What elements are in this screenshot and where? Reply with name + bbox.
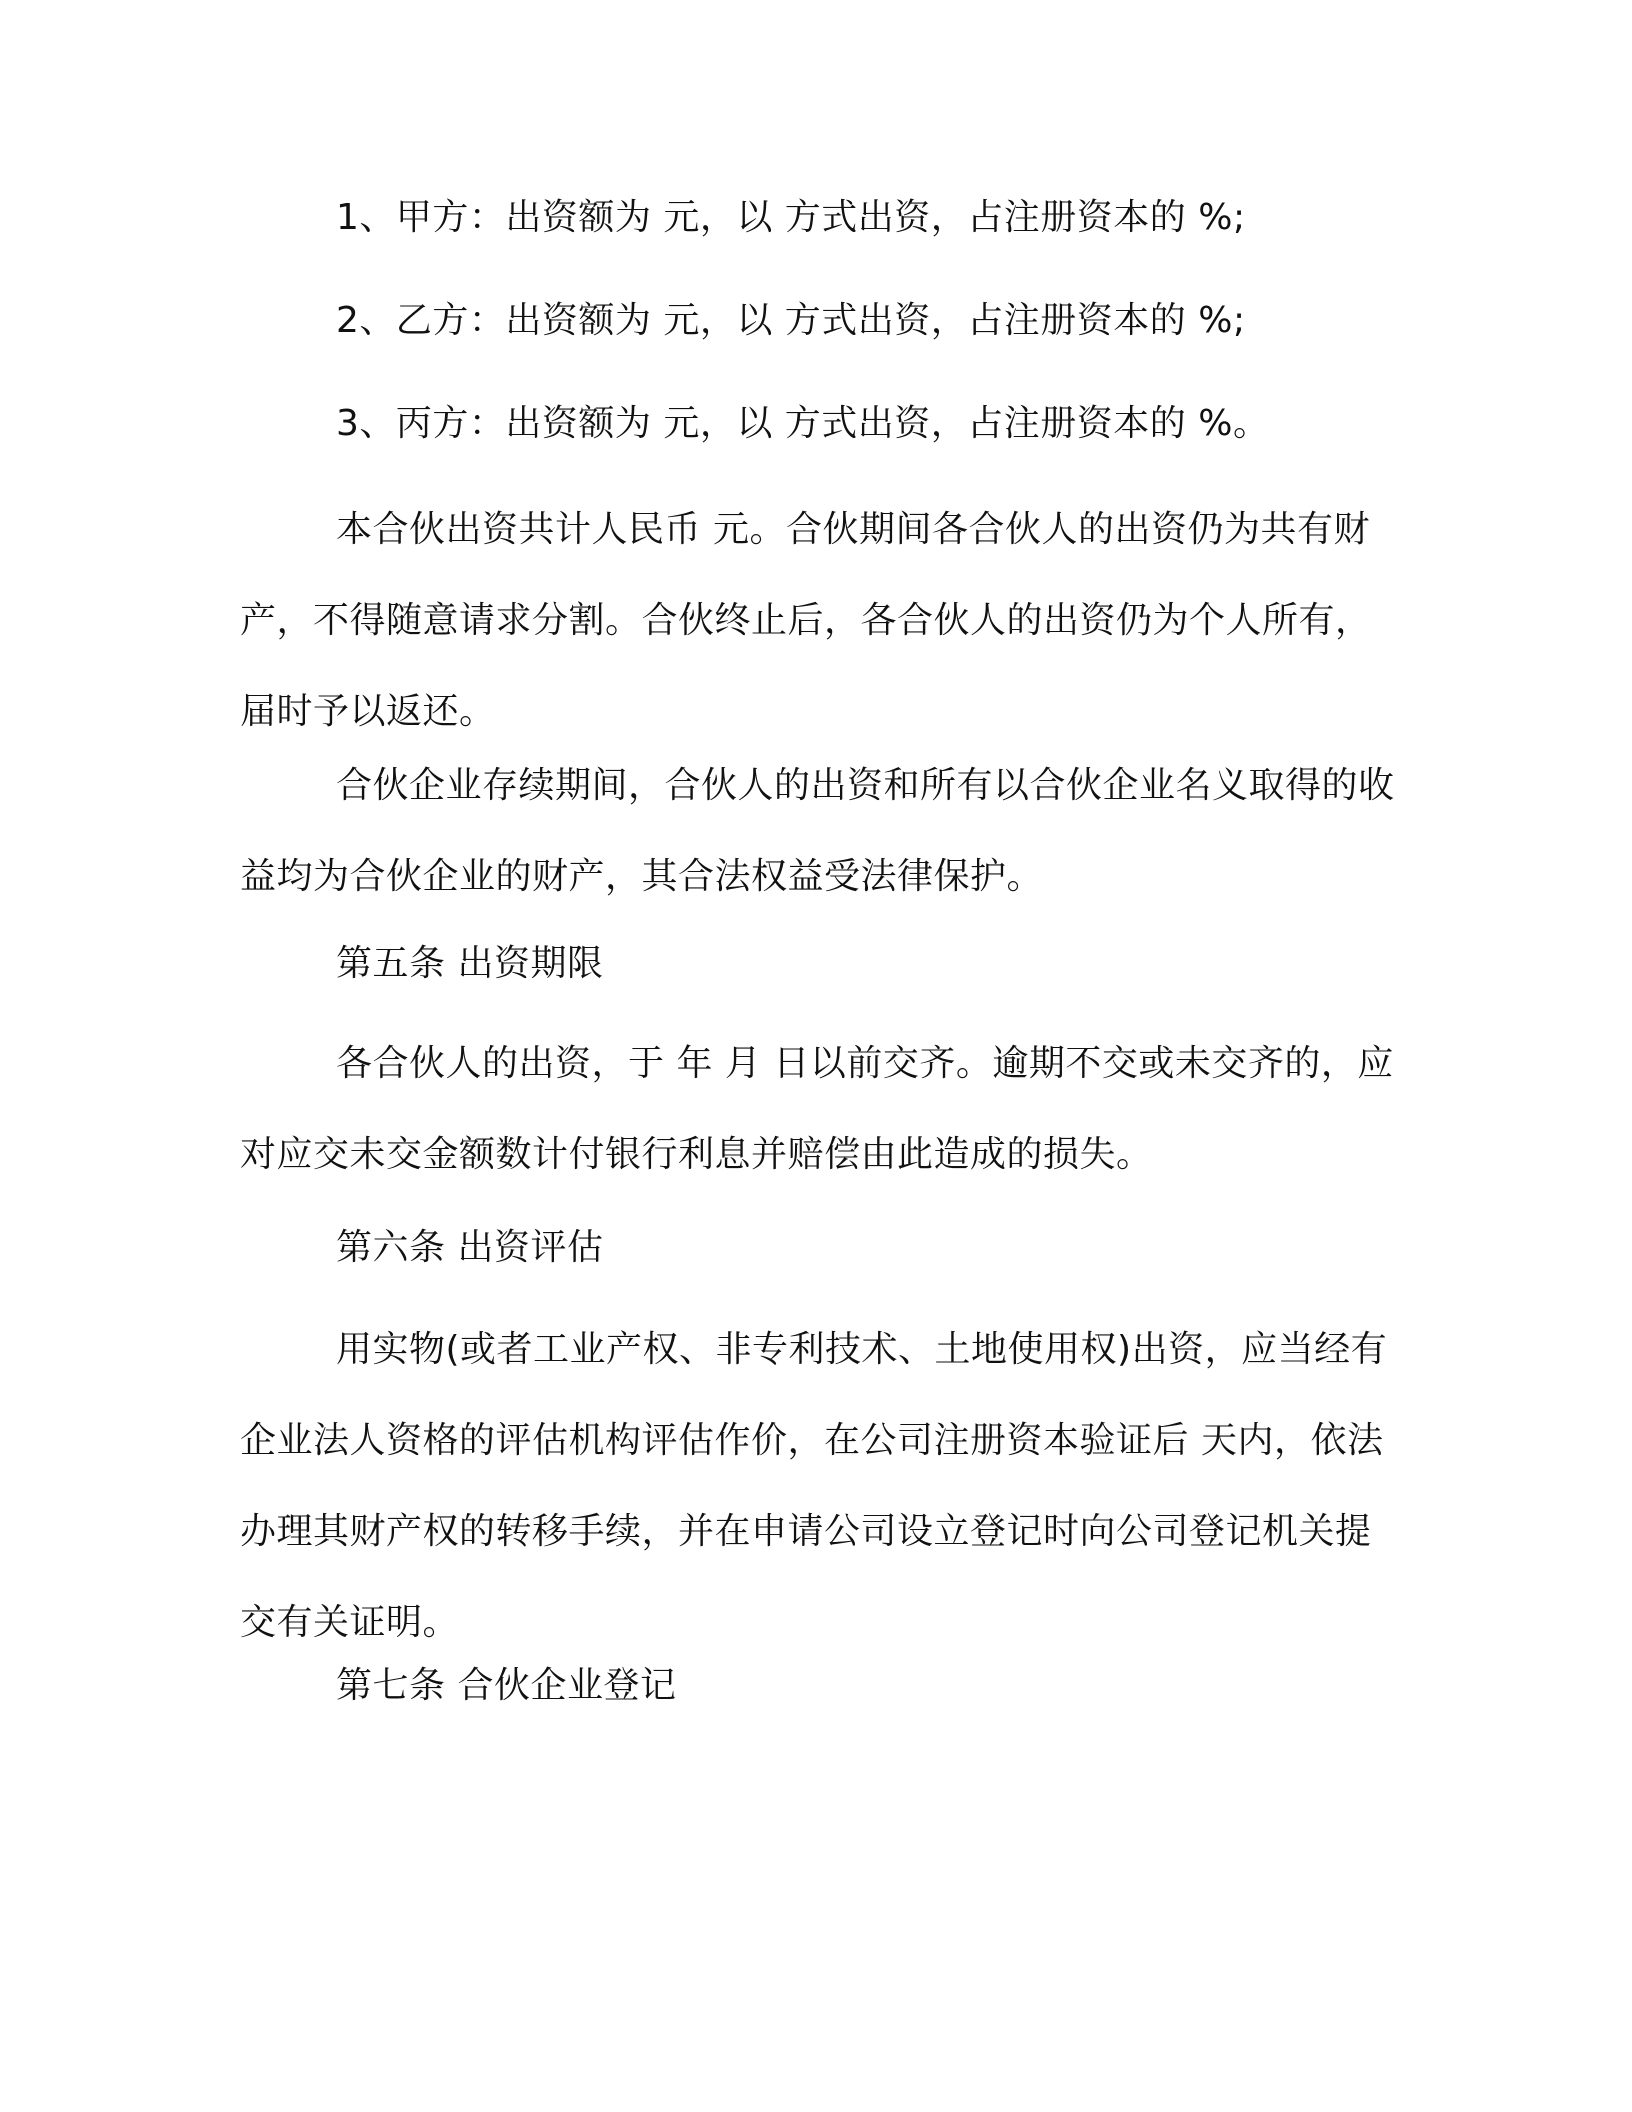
contribution-deadline-paragraph: 各合伙人的出资，于 年 月 日以前交齐。逾期不交或未交齐的，应对应交未交金额数计付银行利息并赔偿由此造成的损失。 — [240, 1043, 1394, 1175]
partnership-property-paragraph: 合伙企业存续期间，合伙人的出资和所有以合伙企业名义取得的收益均为合伙企业的财产，其合法权益受法律保护。 — [240, 765, 1395, 897]
contribution-party-b: 2、乙方：出资额为 元，以 方式出资，占注册资本的 %; — [336, 300, 1246, 341]
article-6-heading: 第六条 出资评估 — [336, 1227, 604, 1268]
total-contribution-paragraph: 本合伙出资共计人民币 元。合伙期间各合伙人的出资仍为共有财产，不得随意请求分割。合伙终止后，各合伙人的出资仍为个人所有，届时予以返还。 — [240, 509, 1372, 732]
contribution-party-a: 1、甲方：出资额为 元，以 方式出资，占注册资本的 %; — [336, 197, 1246, 238]
contribution-evaluation-paragraph: 用实物(或者工业产权、非专利技术、土地使用权)出资，应当经有企业法人资格的评估机构评估作价，在公司注册资本验证后 天内，依法办理其财产权的转移手续，并在申请公司设立登记时向公司登记机关提交有关证明。 — [240, 1329, 1388, 1643]
article-5-heading: 第五条 出资期限 — [336, 943, 604, 984]
article-7-heading: 第七条 合伙企业登记 — [336, 1665, 677, 1706]
contribution-party-c: 3、丙方：出资额为 元，以 方式出资，占注册资本的 %。 — [336, 403, 1270, 444]
